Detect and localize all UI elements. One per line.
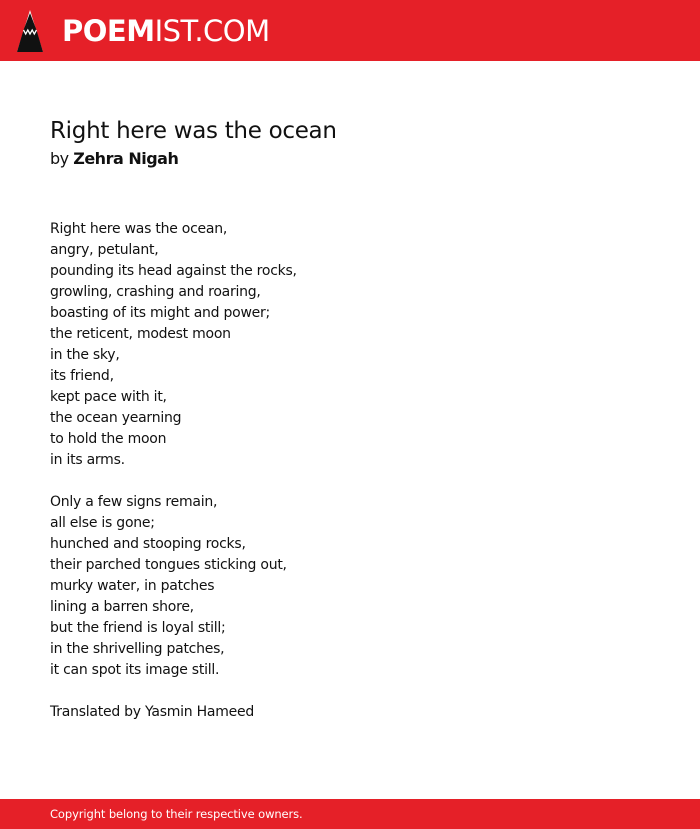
poem-line: Only a few signs remain, (50, 494, 218, 510)
poem-line: Right here was the ocean, (50, 221, 228, 237)
poem-line: all else is gone; (50, 515, 155, 531)
poem-line: to hold the moon (50, 431, 167, 447)
translator-note: Translated by Yasmin Hameed (50, 704, 254, 720)
poem-line: kept pace with it, (50, 389, 167, 405)
poem-line: angry, petulant, (50, 242, 159, 258)
poem-line: hunched and stooping rocks, (50, 536, 246, 552)
footer-bar (0, 799, 700, 829)
header-bar (0, 0, 700, 61)
author-name: Zehra Nigah (73, 149, 179, 168)
poem-line: in the sky, (50, 347, 120, 363)
logo-bold-text: POEM (62, 14, 155, 48)
poem-title: Right here was the ocean (50, 118, 337, 144)
poem-line: the ocean yearning (50, 410, 182, 426)
poem-line: but the friend is loyal still; (50, 620, 226, 636)
poem-line: murky water, in patches (50, 578, 215, 594)
pencil-icon[interactable] (17, 10, 43, 52)
poem-body (50, 219, 610, 723)
copyright-text: Copyright belong to their respective owners. (50, 807, 303, 821)
poem-line: in the shrivelling patches, (50, 641, 225, 657)
byline-prefix: by (50, 149, 69, 168)
poem-stanza (50, 219, 610, 471)
site-logo[interactable] (62, 12, 270, 50)
poem-line: it can spot its image still. (50, 662, 220, 678)
poem-line: pounding its head against the rocks, (50, 263, 297, 279)
poem-line: its friend, (50, 368, 114, 384)
poem-byline (50, 148, 178, 170)
logo-light-text: IST.COM (154, 14, 270, 48)
poem-line: lining a barren shore, (50, 599, 194, 615)
poem-line: boasting of its might and power; (50, 305, 270, 321)
poem-line: in its arms. (50, 452, 125, 468)
poem-line: their parched tongues sticking out, (50, 557, 287, 573)
poem-line: growling, crashing and roaring, (50, 284, 261, 300)
poem-stanza (50, 492, 610, 681)
poem-line: the reticent, modest moon (50, 326, 231, 342)
